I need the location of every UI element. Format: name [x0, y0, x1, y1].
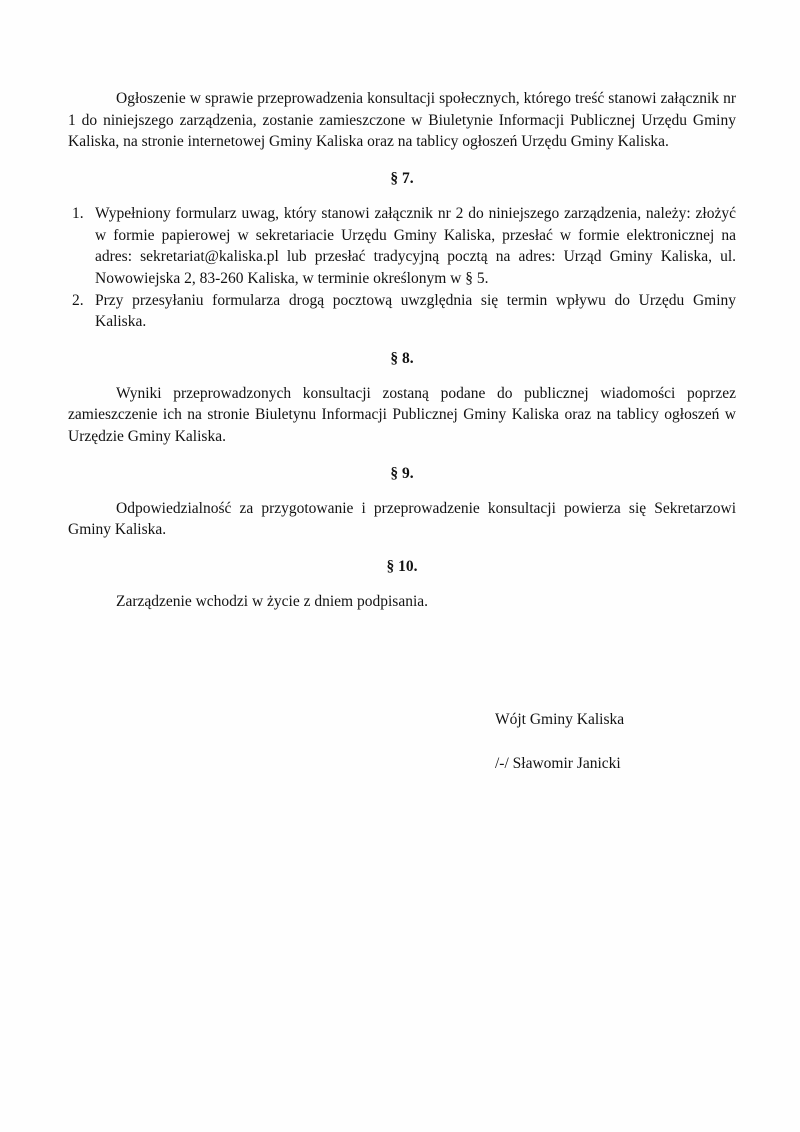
list-item: [68, 290, 736, 333]
list-item-text: Przy przesyłaniu formularza drogą pocztową uwzględnia się termin wpływu do Urzędu Gminy Kaliska.: [95, 291, 736, 331]
list-item: [68, 203, 736, 290]
intro-paragraph: Ogłoszenie w sprawie przeprowadzenia konsultacji społecznych, którego treść stanowi załącznik nr 1 do niniejszego zarządzenia, zostanie zamieszczone w Biuletynie Informacji Publicznej Urzędu Gminy Kaliska, na stronie internetowej Gminy Kaliska oraz na tablicy ogłoszeń Urzędu Gminy Kaliska.: [68, 90, 736, 151]
signature-title: Wójt Gminy Kaliska: [495, 711, 625, 729]
list-item-number: 2.: [72, 291, 84, 309]
section-7-heading: § 7.: [390, 170, 414, 188]
section-9-paragraph: Odpowiedzialność za przygotowanie i przeprowadzenie konsultacji powierza się Sekretarzowi Gminy Kaliska.: [68, 499, 736, 539]
list-item-text: Wypełniony formularz uwag, który stanowi załącznik nr 2 do niniejszego zarządzenia, należy: złożyć w formie papierowej w sekretariacie Urzędu Gminy Kaliska, przesłać w formie elektronicznej na adres: sekretariat@kaliska.pl lub przesłać tradycyjną pocztą na adres: Urząd Gminy Kaliska, ul. Nowowiejska 2, 83-260 Kaliska, w terminie określonym w § 5.: [95, 204, 736, 287]
section-10-paragraph: Zarządzenie wchodzi w życie z dniem podpisania.: [116, 592, 429, 610]
list-item-number: 1.: [72, 204, 84, 222]
section-8-paragraph: Wyniki przeprowadzonych konsultacji zostaną podane do publicznej wiadomości poprzez zamieszczenie ich na stronie Biuletynu Informacji Publicznej Gminy Kaliska oraz na tablicy ogłoszeń w Urzędzie Gminy Kaliska.: [68, 384, 736, 446]
section-8-heading: § 8.: [390, 350, 414, 368]
signature-name: /-/ Sławomir Janicki: [495, 755, 621, 773]
section-10-heading: § 10.: [386, 557, 418, 575]
section-7-list: [68, 203, 736, 333]
signature-block: [495, 709, 736, 774]
section-9-heading: § 9.: [390, 464, 414, 482]
